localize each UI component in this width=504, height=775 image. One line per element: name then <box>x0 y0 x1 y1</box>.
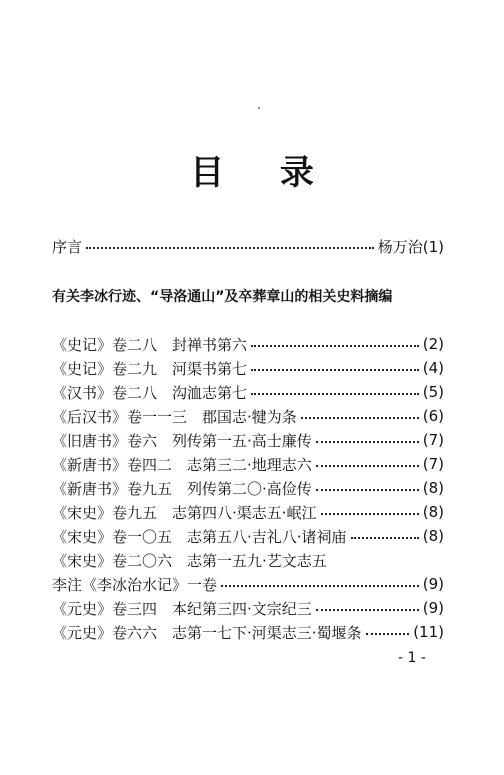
toc-entry[interactable] <box>52 357 444 379</box>
toc-entry-page: (6) <box>422 407 444 425</box>
dot-leader <box>251 345 419 347</box>
toc-entry-label: 序言 <box>52 237 83 256</box>
toc-entry-label: 《史记》卷二九 河渠书第七 <box>52 359 248 378</box>
toc-entry-page: (7) <box>422 431 444 449</box>
toc-entry-preface[interactable] <box>52 235 444 257</box>
toc-entry[interactable] <box>52 405 444 427</box>
toc-entry[interactable] <box>52 429 444 451</box>
toc-entry-label: 《宋史》卷九五 志第四八·渠志五·岷江 <box>52 503 317 522</box>
scan-speck <box>258 107 260 109</box>
dot-leader <box>316 465 419 467</box>
toc-entry[interactable] <box>52 573 444 595</box>
toc-entry-label: 李注《李冰治水记》一卷 <box>52 575 218 594</box>
toc-entry-page: (8) <box>422 503 444 521</box>
toc-entry-label: 《宋史》卷二〇六 志第一五九·艺文志五 <box>52 551 327 570</box>
toc-entry-page: (8) <box>422 527 444 545</box>
toc-entry-page: 杨万治(1) <box>377 237 444 256</box>
section-heading: 有关李冰行迹、“导洛通山”及卒葬章山的相关史料摘编 <box>52 289 393 305</box>
toc-entry-page: (9) <box>422 575 444 593</box>
toc-entry-label: 《旧唐书》卷六 列传第一五·高士廉传 <box>52 431 312 450</box>
toc-entry[interactable] <box>52 597 444 619</box>
toc-entry-label: 《元史》卷六六 志第一七下·河渠志三·蜀堰条 <box>52 623 362 642</box>
toc-entry-label: 《新唐书》卷九五 列传第二〇·高俭传 <box>52 479 312 498</box>
toc-entry-page: (11) <box>413 623 444 641</box>
toc-entry[interactable] <box>52 477 444 499</box>
toc-entry[interactable] <box>52 501 444 523</box>
toc-entry-page: (2) <box>422 335 444 353</box>
page-title: 目 录 <box>190 153 336 193</box>
dot-leader <box>301 417 419 419</box>
toc-entry-label: 《后汉书》卷一一三 郡国志·犍为条 <box>52 407 297 426</box>
toc-entry-label: 《宋史》卷一〇五 志第五八·吉礼八·诸祠庙 <box>52 527 347 546</box>
toc-entry-label: 《新唐书》卷四二 志第三二·地理志六 <box>52 455 312 474</box>
dot-leader <box>251 369 419 371</box>
toc-entry-label: 《汉书》卷二八 沟洫志第七 <box>52 383 248 402</box>
toc-entry[interactable] <box>52 525 444 547</box>
toc-entry[interactable] <box>52 549 444 571</box>
page-number: - 1 - <box>398 650 426 666</box>
dot-leader <box>86 247 374 249</box>
dot-leader <box>316 489 419 491</box>
toc-entry-page: (8) <box>422 479 444 497</box>
toc-entry-page: (5) <box>422 383 444 401</box>
dot-leader <box>366 633 410 635</box>
toc-entry[interactable] <box>52 381 444 403</box>
dot-leader <box>221 585 419 587</box>
toc-entry-page: (7) <box>422 455 444 473</box>
toc-entry[interactable] <box>52 453 444 475</box>
toc-entry-page: (9) <box>422 599 444 617</box>
toc-entry[interactable] <box>52 333 444 355</box>
toc-entry[interactable] <box>52 621 444 643</box>
dot-leader <box>251 393 419 395</box>
dot-leader <box>316 441 419 443</box>
dot-leader <box>316 609 419 611</box>
toc-entry-label: 《史记》卷二八 封禅书第六 <box>52 335 248 354</box>
toc-entry-label: 《元史》卷三四 本纪第三四·文宗纪三 <box>52 599 312 618</box>
dot-leader <box>321 513 419 515</box>
toc-entry-page: (4) <box>422 359 444 377</box>
dot-leader <box>351 537 419 539</box>
